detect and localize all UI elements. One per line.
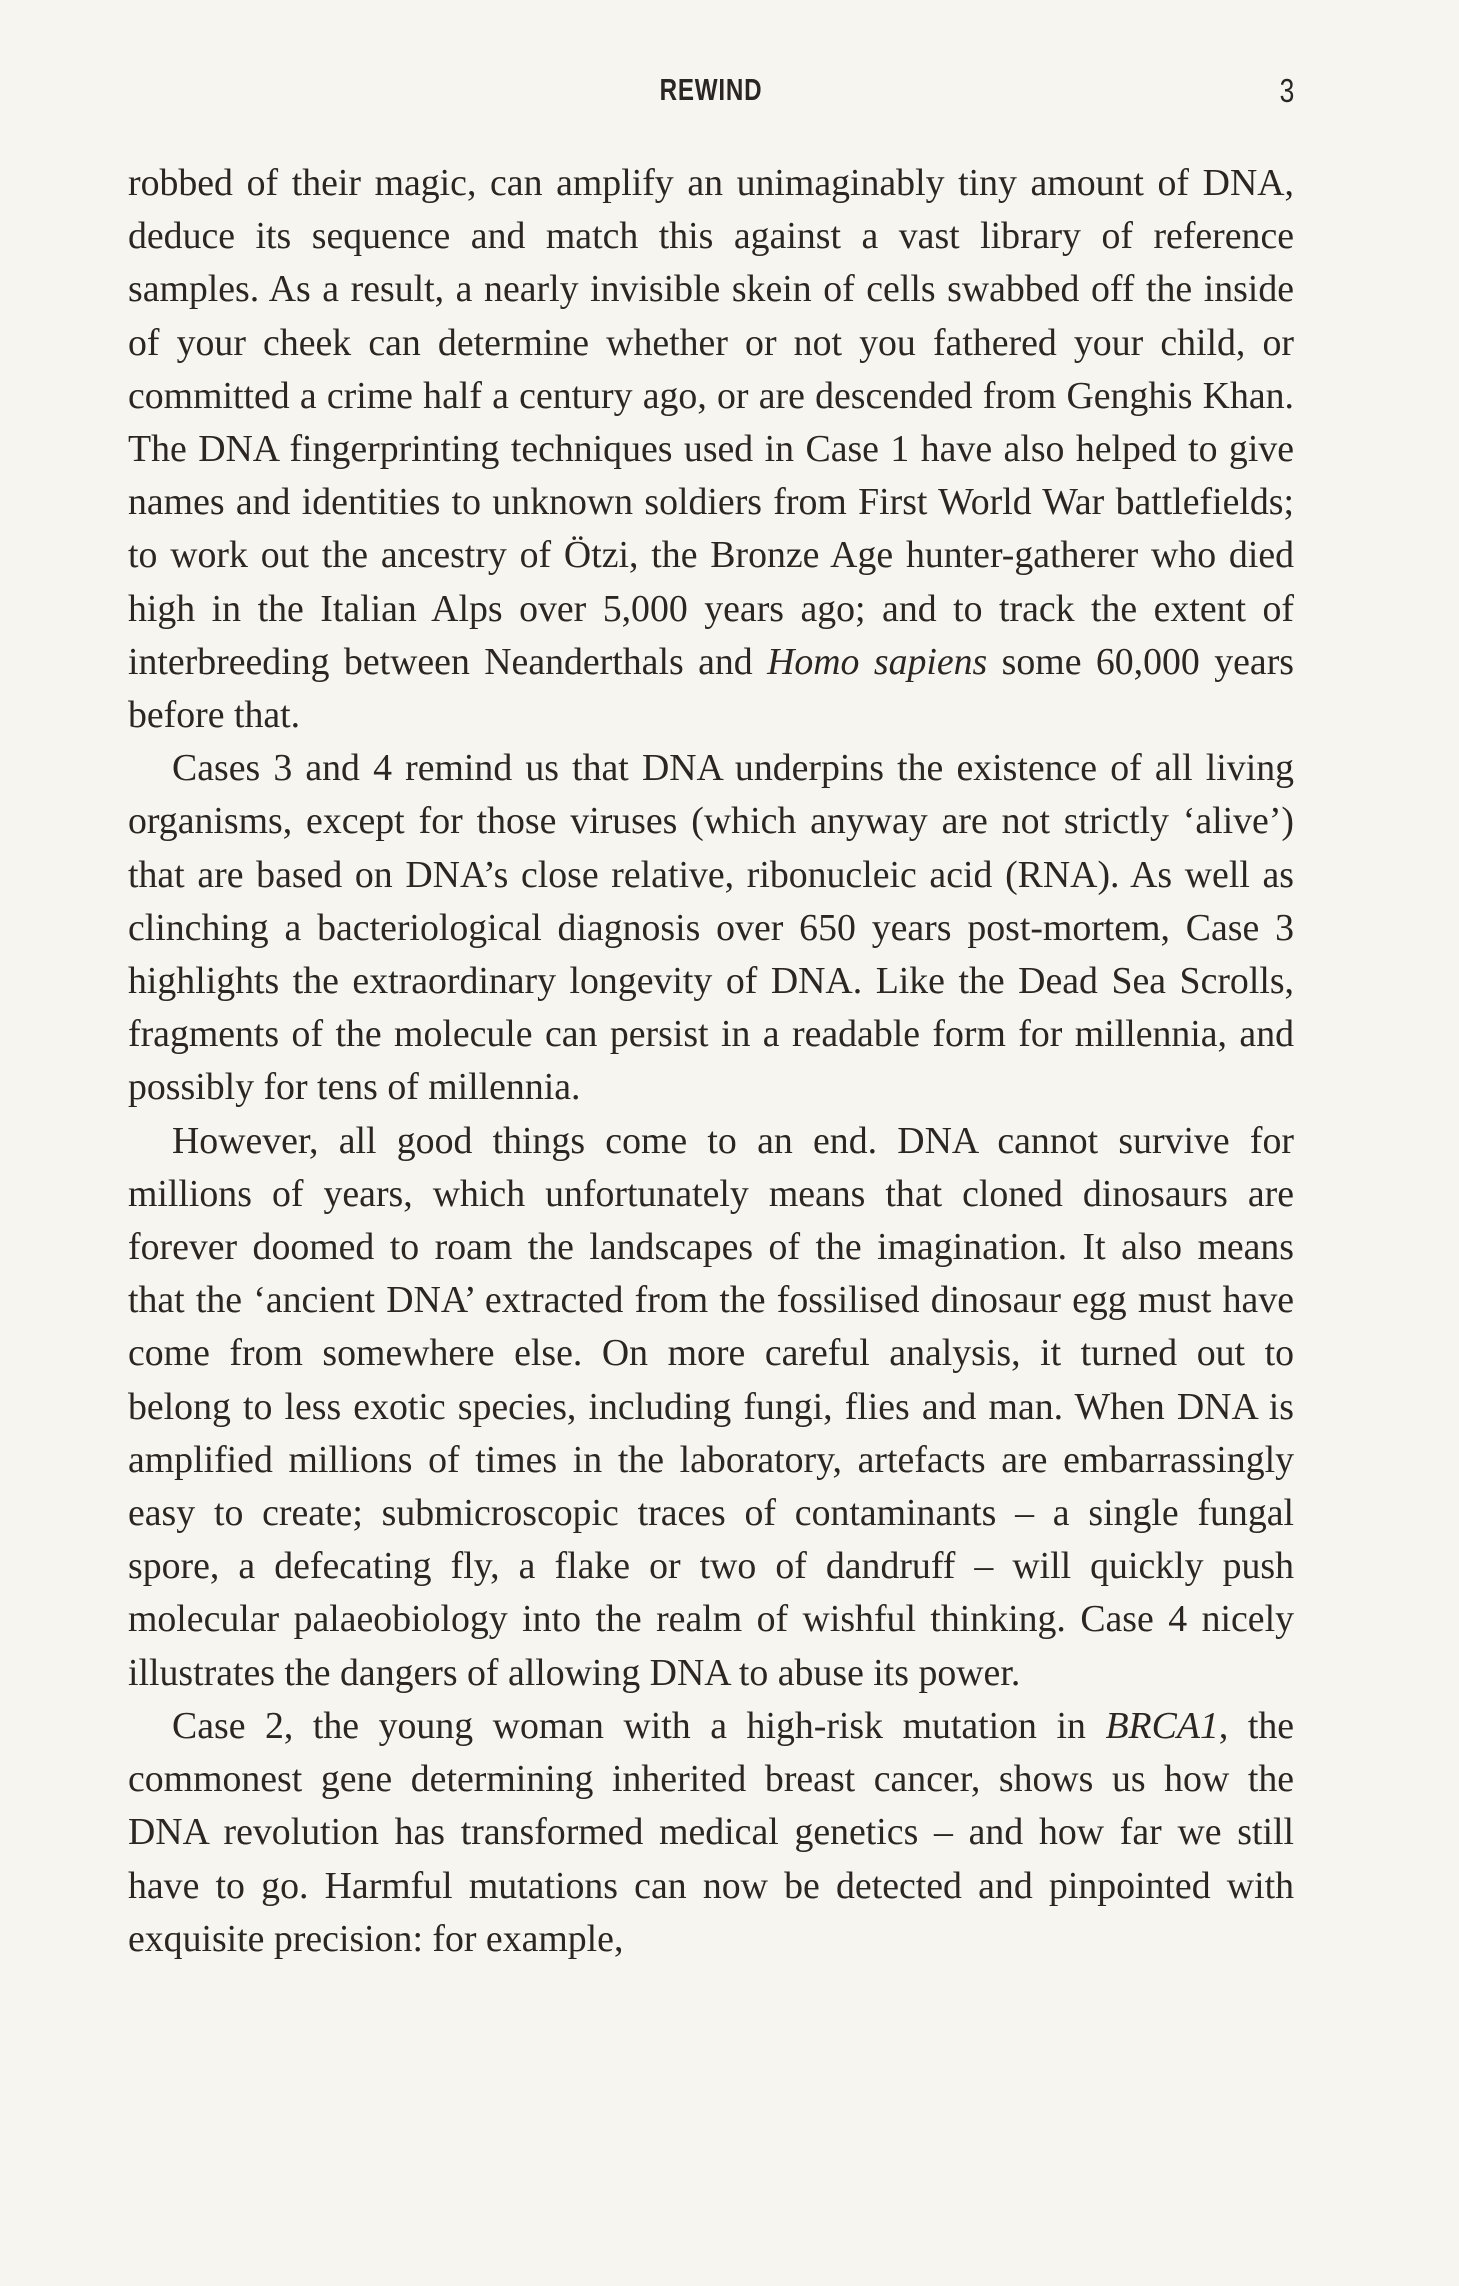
text-segment: robbed of their magic, can amplify an unimaginably tiny amount of DNA, deduce its sequence and match this against a vast library of reference samples. As a result, a nearly invisible skein of cells swabbed off the inside of your cheek can determine whether or not you fathered your child, or committed a crime half a century ago, or are descended from Genghis Khan. The DNA fingerprinting techniques used in Case 1 have also helped to give names and identities to unknown soldiers from First World War battlefields; to work out the ancestry of Ötzi, the Bronze Age hunter-gatherer who died high in the Italian Alps over 5,000 years ago; and to track the extent of interbreeding between Neanderthals and xyxy=(128,162,1294,683)
species-name-italic: Homo sapiens xyxy=(767,640,988,683)
text-segment: Case 2, the young woman with a high-risk mutation in xyxy=(172,1704,1106,1747)
text-segment: , the commonest gene determining inherited breast cancer, shows us how the DNA revolution has transformed medical genetics – and how far we still have to go. Harmful mutations can now be detected and pinpointed with exquisite precision: for example, xyxy=(128,1704,1294,1960)
text-segment: some 60,000 years before that. xyxy=(128,640,1294,737)
running-head-title: REWIND xyxy=(659,72,763,107)
gene-name-italic: BRCA1 xyxy=(1105,1704,1219,1747)
page-number: 3 xyxy=(1279,72,1294,109)
text-segment: Cases 3 and 4 remind us that DNA underpins the existence of all living organisms, except for those viruses (which anyway are not strictly ‘alive’) that are based on DNA’s close relative, ribonucleic acid (RNA). As well as clinching a bacteriological diagnosis over 650 years post-mortem, Case 3 highlights the extraordinary longevity of DNA. Like the Dead Sea Scrolls, fragments of the molecule can persist in a readable form for millennia, and possibly for tens of millennia. xyxy=(128,747,1294,1109)
paragraph-3 xyxy=(128,1115,1294,1700)
text-segment: However, all good things come to an end. DNA cannot survive for millions of years, which unfortunately means that cloned dinosaurs are forever doomed to roam the landscapes of the imagination. It also means that the ‘ancient DNA’ extracted from the fossilised dinosaur egg must have come from somewhere else. On more careful analysis, it turned out to belong to less exotic species, including fungi, flies and man. When DNA is amplified millions of times in the laboratory, artefacts are embarrassingly easy to create; submicroscopic traces of contaminants – a single fungal spore, a defecating fly, a flake or two of dandruff – will quickly push molecular palaeobiology into the realm of wishful thinking. Case 4 nicely illustrates the dangers of allowing DNA to abuse its power. xyxy=(128,1119,1294,1694)
paragraph-4 xyxy=(128,1700,1294,1966)
paragraph-1 xyxy=(128,157,1294,742)
body-text xyxy=(128,157,1294,1966)
running-head xyxy=(128,72,1294,122)
paragraph-2 xyxy=(128,742,1294,1114)
